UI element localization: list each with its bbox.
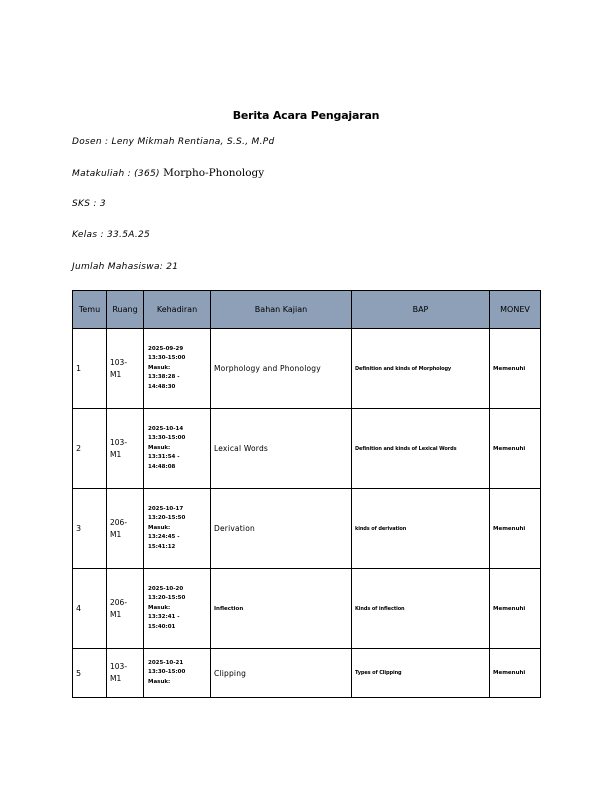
cell-bahan-kajian: Clipping (211, 649, 352, 698)
cell-ruang: 206- M1 (107, 489, 144, 569)
course-label: Matakuliah : (365) (72, 169, 160, 179)
cell-ruang: 103- M1 (107, 329, 144, 409)
cell-kehadiran: 2025-10-21 13:30-15:00 Masuk: (144, 649, 211, 698)
table-row (73, 569, 541, 649)
table-row (73, 489, 541, 569)
course-line (72, 167, 264, 179)
cell-monev: Memenuhi (490, 489, 541, 569)
cell-kehadiran: 2025-10-14 13:30-15:00 Masuk: 13:31:54 - 14:48:08 (144, 409, 211, 489)
cell-bap: Kinds of inflection (352, 569, 490, 649)
table-header-row (73, 291, 541, 329)
cell-bap: kinds of derivation (352, 489, 490, 569)
cell-temu: 3 (73, 489, 107, 569)
student-count-line: Jumlah Mahasiswa: 21 (72, 262, 179, 272)
table-row (73, 649, 541, 698)
cell-bahan-kajian: Inflection (211, 569, 352, 649)
table-row (73, 409, 541, 489)
cell-bahan-kajian: Derivation (211, 489, 352, 569)
cell-bahan-kajian: Lexical Words (211, 409, 352, 489)
cell-temu: 5 (73, 649, 107, 698)
header-bahan-kajian: Bahan Kajian (211, 291, 352, 329)
cell-monev: Memenuhi (490, 569, 541, 649)
cell-bap: Definition and kinds of Morphology (352, 329, 490, 409)
cell-monev: Memenuhi (490, 329, 541, 409)
cell-temu: 4 (73, 569, 107, 649)
cell-ruang: 103- M1 (107, 409, 144, 489)
table-row (73, 329, 541, 409)
teaching-record-table (72, 290, 541, 698)
cell-ruang: 206- M1 (107, 569, 144, 649)
lecturer-line: Dosen : Leny Mikmah Rentiana, S.S., M.Pd (72, 137, 275, 147)
class-line: Kelas : 33.5A.25 (72, 230, 151, 240)
cell-bap: Definition and kinds of Lexical Words (352, 409, 490, 489)
cell-ruang: 103- M1 (107, 649, 144, 698)
cell-bahan-kajian: Morphology and Phonology (211, 329, 352, 409)
header-monev: MONEV (490, 291, 541, 329)
course-name: Morpho-Phonology (159, 167, 265, 179)
cell-temu: 2 (73, 409, 107, 489)
credits-line: SKS : 3 (72, 199, 106, 209)
cell-monev: Memenuhi (490, 649, 541, 698)
cell-temu: 1 (73, 329, 107, 409)
cell-kehadiran: 2025-10-17 13:20-15:50 Masuk: 13:24:45 - 15:41:12 (144, 489, 211, 569)
cell-kehadiran: 2025-10-20 13:20-15:50 Masuk: 13:32:41 - 15:40:01 (144, 569, 211, 649)
page-title: Berita Acara Pengajaran (232, 109, 380, 122)
cell-monev: Memenuhi (490, 409, 541, 489)
header-ruang: Ruang (107, 291, 144, 329)
header-kehadiran: Kehadiran (144, 291, 211, 329)
cell-bap: Types of Clipping (352, 649, 490, 698)
header-bap: BAP (352, 291, 490, 329)
header-temu: Temu (73, 291, 107, 329)
cell-kehadiran: 2025-09-29 13:30-15:00 Masuk: 13:38:28 - 14:48:30 (144, 329, 211, 409)
